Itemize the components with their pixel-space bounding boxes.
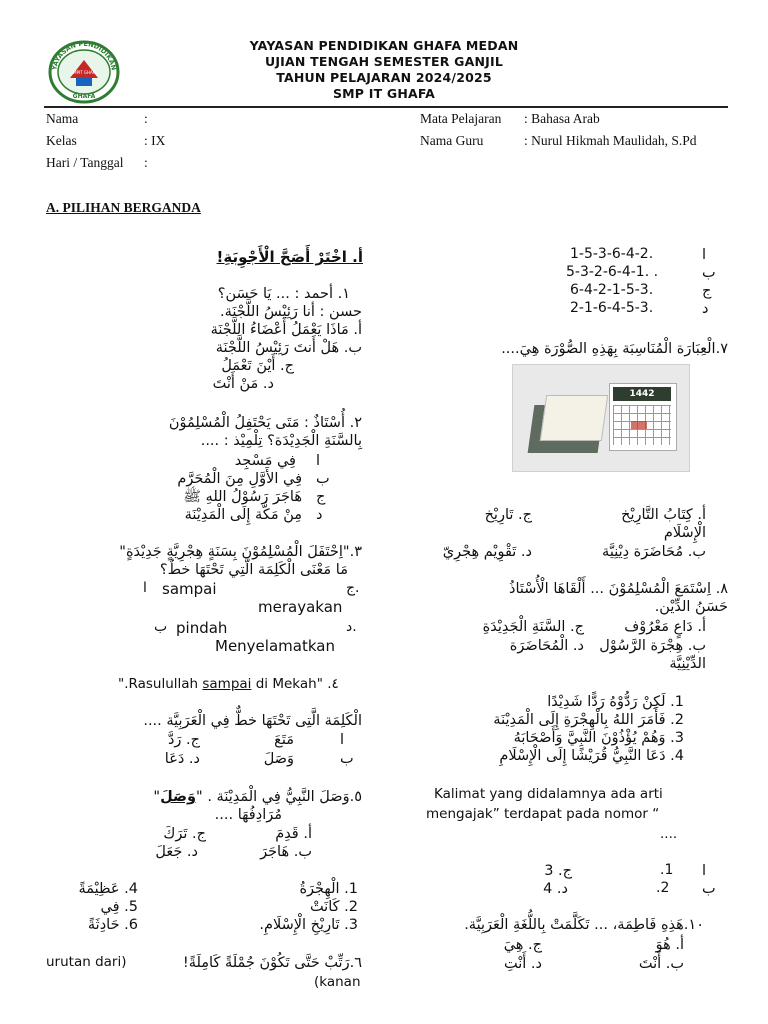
- mapel-value: : Bahasa Arab: [524, 111, 600, 126]
- nama-label: Nama: [46, 111, 79, 126]
- q9-option-a-label: ا: [702, 863, 707, 879]
- q9-item-1: 1. لَكِنْ رَدُّوْهُ رَدًّا شَدِيْدًا: [547, 694, 684, 710]
- nama-value: :: [144, 111, 148, 126]
- q6-option-d-label: د: [702, 301, 709, 317]
- q6-item-3: 3. تَارِيْخِ الْإِسْلَامِ.: [259, 917, 358, 933]
- q5-stem-2: مُرَادِفُهَا ....: [214, 807, 282, 823]
- q6-option-c[interactable]: 6-4-2-1-5-3.: [570, 282, 654, 298]
- q4-stem-underlined: sampai: [202, 676, 252, 692]
- q1-option-d[interactable]: د. مَنْ أَنْتَ: [212, 376, 274, 392]
- q6-option-a-label: ا: [702, 247, 707, 263]
- q5-option-d[interactable]: د. جَعَلَ: [155, 844, 198, 860]
- q4-option-a[interactable]: مَتَعَ: [274, 732, 294, 748]
- q1-option-a[interactable]: أ. مَاذَا يَعْمَلُ أَعْضَاءُ اللَّجْنَة: [210, 322, 362, 338]
- q9-stem-3: ....: [660, 826, 678, 842]
- logo-inner-text: SMPIT GHAFA: [70, 70, 98, 75]
- q1-reply: حسن : أنا رَئِيْسُ اللَّجْنَة.: [219, 304, 362, 320]
- q3-option-d-label: د.: [346, 619, 357, 635]
- school-foundation-name: YAYASAN PENDIDIKAN GHAFA MEDAN: [249, 38, 519, 53]
- q6-option-a[interactable]: 1-5-3-6-4-2.: [570, 246, 654, 262]
- q8-stem-1: ٨. اِسْتَمَعَ الْمُسْلِمُوْنَ ... أَلْقَاهَا الْأُسْتَاذُ: [509, 581, 728, 597]
- q7-option-c-2[interactable]: الْإِسْلَام: [663, 525, 706, 541]
- q10-option-a[interactable]: أ. هُوَ: [655, 937, 684, 953]
- q3-option-a[interactable]: sampai: [162, 580, 217, 598]
- section-title: A. PILIHAN BERGANDA: [46, 200, 201, 215]
- q9-item-3: 3. وَهُمْ يُؤْذُوْنَ النَّبِيَّ وَأَصْحَابَهُ: [513, 730, 684, 746]
- q4-stem-post: di Mekah" .٤: [251, 676, 339, 692]
- q2-option-d-label: د: [316, 507, 323, 523]
- q2-option-d[interactable]: مِنْ مَكَّة إِلَى الْمَدِيْنَة: [184, 507, 302, 523]
- q2-option-b[interactable]: فِي الأَوَّلِ مِنَ الْمُحَرَّم: [177, 471, 302, 487]
- q6-stem-latin: urutan dari): [46, 954, 127, 970]
- q6-item-2: 2. كَانَتْ: [309, 899, 358, 915]
- q6-option-b-label: ب: [702, 265, 716, 281]
- q9-option-b[interactable]: .2: [656, 880, 670, 896]
- q6-item-6: 6. حَادِثَةً: [87, 917, 138, 933]
- q8-option-d-2[interactable]: الدِّيْنِيَّة: [669, 656, 706, 672]
- exam-title: UJIAN TENGAH SEMESTER GANJIL: [264, 54, 504, 69]
- instruction: أ. اخْتَرْ أَصَحَّ الْأَجْوِبَةِ!: [216, 248, 363, 266]
- school-year: TAHUN PELAJARAN 2024/2025: [276, 70, 492, 85]
- q4-option-d[interactable]: د. دَعَا: [164, 751, 200, 767]
- q9-item-4: 4. دَعَا النَّبِيُّ قُرَيْشًا إِلَى الْإِسْلَامِ: [499, 748, 684, 764]
- q6-item-5: 5. فِي: [100, 899, 138, 915]
- hijri-calendar-image: [512, 364, 690, 472]
- logo-ring-text: YAYASAN PENDIDIKAN: [50, 39, 118, 71]
- q6-option-c-label: ج: [702, 283, 712, 299]
- q5-option-a[interactable]: أ. قَدِمَ: [275, 826, 312, 842]
- q4-stem-2: الْكَلِمَة الَّتِى تَحْتَهَا خطٌّ فِي الْعَرَبِيَّة ....: [143, 713, 362, 729]
- q3-stem-1: ٣."اِحْتَفَلَ الْمُسْلِمُوْنَ بِسَنَةٍ هِجْرِيَّةٍ جَدِيْدَةٍ": [119, 544, 362, 560]
- q8-option-d[interactable]: د. الْمُحَاضَرَة: [509, 638, 584, 654]
- q7-stem: ٧.الْعِبَارَة الْمُنَاسِبَة بِهَذِهِ الصُّوْرَة هِيَ....: [501, 341, 728, 357]
- q8-option-c[interactable]: ج. السَّنَةِ الْجَدِيْدَةِ: [482, 619, 584, 635]
- q2-stem-1: ٢. أُسْتَاذٌ : مَتَى يَحْتَفِلُ الْمُسْلِمُوْنَ: [168, 415, 362, 431]
- q9-option-d[interactable]: د. 4: [543, 881, 568, 897]
- q2-option-c-label: ج: [316, 489, 326, 505]
- q10-option-c[interactable]: ج. هِيَ: [503, 937, 542, 953]
- q2-option-a[interactable]: فِي مَسْجِد: [234, 453, 296, 469]
- q8-stem-2: حَسَنُ الدِّيْن.: [654, 599, 728, 615]
- q4-option-a-label: ا: [340, 732, 345, 748]
- q4-option-b[interactable]: وَصَلَ: [263, 751, 294, 767]
- q5-stem-1: [153, 788, 362, 806]
- q6-stem-arabic: ٦.رَتِّبْ حَتَّى تَكُوْنَ جُمْلَةً كَامِلَةً!: [182, 955, 362, 971]
- q9-stem-1: Kalimat yang didalamnya ada arti: [434, 786, 663, 802]
- q3-option-c-label: ج.: [346, 580, 360, 596]
- q10-option-b[interactable]: ب. أَنْتَ: [638, 956, 684, 972]
- q9-option-b-label: ب: [702, 881, 716, 897]
- q7-option-c[interactable]: ج. تَارِيْخ: [484, 507, 532, 523]
- hari-value: :: [144, 155, 148, 170]
- q3-option-a-label: ا: [143, 580, 147, 596]
- q10-stem: ١٠.هَذِهِ فَاطِمَة، ... تَكَلَّمَتْ بِاللُّغَةِ الْعَرَبِيَّة.: [464, 917, 704, 933]
- q6-item-4: 4. عَظِيْمَةً: [78, 881, 138, 897]
- q7-option-d[interactable]: د. تَقْوِيْم هِجْرِيّ: [442, 544, 532, 560]
- q6-stem-latin-2: (kanan: [314, 974, 361, 990]
- q5-option-c[interactable]: ج. تَرَكَ: [163, 826, 206, 842]
- q1-stem: ١. أحمد : ... يَا حَسَن؟: [217, 286, 350, 302]
- q7-option-b[interactable]: ب. مُحَاضَرَة دِيْنِيَّة: [602, 544, 706, 560]
- q1-option-c[interactable]: ج. أَيْنَ تَعْمَلُ: [221, 358, 294, 374]
- q1-option-b[interactable]: ب. هَلْ أَنتَ رَئِيْسُ اللَّجْنَة: [215, 340, 362, 356]
- q8-option-b[interactable]: ب. هِجْرَة الرَّسُوْل: [599, 638, 706, 654]
- calendar-year: 1442: [613, 387, 671, 401]
- q3-option-d[interactable]: Menyelamatkan: [215, 637, 335, 655]
- logo-bottom-text: GHAFA: [72, 93, 96, 100]
- guru-value: : Nurul Hikmah Maulidah, S.Pd: [524, 133, 697, 148]
- q6-option-b[interactable]: 5-3-2-6-4-1. .: [566, 264, 659, 280]
- q9-item-2: 2. فَأَمَرَ اللهُ بِالْهِجْرَةِ إِلَى الْمَدِيْنَة: [493, 712, 684, 728]
- q6-option-d[interactable]: 2-1-6-4-5-3.: [570, 300, 654, 316]
- mapel-label: Mata Pelajaran: [420, 111, 502, 126]
- q3-stem-2: مَا مَعْنَى الْكَلِمَة الَّتِي تَحْتَهَا خطٌ؟: [159, 562, 348, 578]
- hari-label: Hari / Tanggal: [46, 155, 124, 170]
- school-logo: [46, 38, 122, 104]
- q5-stem-post: ": [153, 789, 161, 805]
- q7-option-a[interactable]: أ. كِتَابُ التَّارِيْخ: [621, 507, 706, 523]
- q3-option-b[interactable]: pindah: [176, 619, 228, 637]
- q8-option-a[interactable]: أ. دَاعٍ مَعْرُوْف: [624, 619, 706, 635]
- q5-stem-underlined: وَصَلَ: [160, 789, 197, 805]
- guru-label: Nama Guru: [420, 133, 484, 148]
- q3-option-b-label: ب: [154, 619, 168, 635]
- q3-option-c[interactable]: merayakan: [258, 598, 343, 616]
- q2-option-a-label: ا: [316, 453, 321, 469]
- q6-item-1: 1. الْهِجْرَةُ: [299, 881, 358, 897]
- kelas-label: Kelas: [46, 133, 77, 148]
- q2-option-b-label: ب: [316, 471, 330, 487]
- q9-stem-2: mengajak” terdapat pada nomor “: [426, 806, 660, 822]
- q4-stem-1: [118, 676, 339, 692]
- q9-option-a[interactable]: .1: [660, 862, 674, 878]
- q10-option-d[interactable]: د. أَنْتِ: [504, 956, 542, 972]
- header-divider: [44, 106, 728, 108]
- q4-stem-pre: ".Rasulullah: [118, 676, 203, 692]
- q9-option-c[interactable]: ج. 3: [544, 863, 572, 879]
- kelas-value: : IX: [144, 133, 166, 148]
- q4-option-b-label: ب: [340, 751, 354, 767]
- q5-option-b[interactable]: ب. هَاجَرَ: [260, 844, 312, 860]
- q4-option-c[interactable]: ج. رَدَّ: [167, 732, 200, 748]
- q2-option-c[interactable]: هَاجَرَ رَسُوْلُ اللهِ ﷺ: [183, 489, 302, 505]
- q5-stem-pre: ٥.وَصَلَ النَّبِيُّ فِي الْمَدِيْنَة . ": [196, 789, 362, 805]
- q2-stem-2: بِالسَّنَةِ الْجَدِيْدَة؟ تِلْمِيْذ : ....: [200, 433, 362, 449]
- school-name: SMP IT GHAFA: [332, 86, 436, 101]
